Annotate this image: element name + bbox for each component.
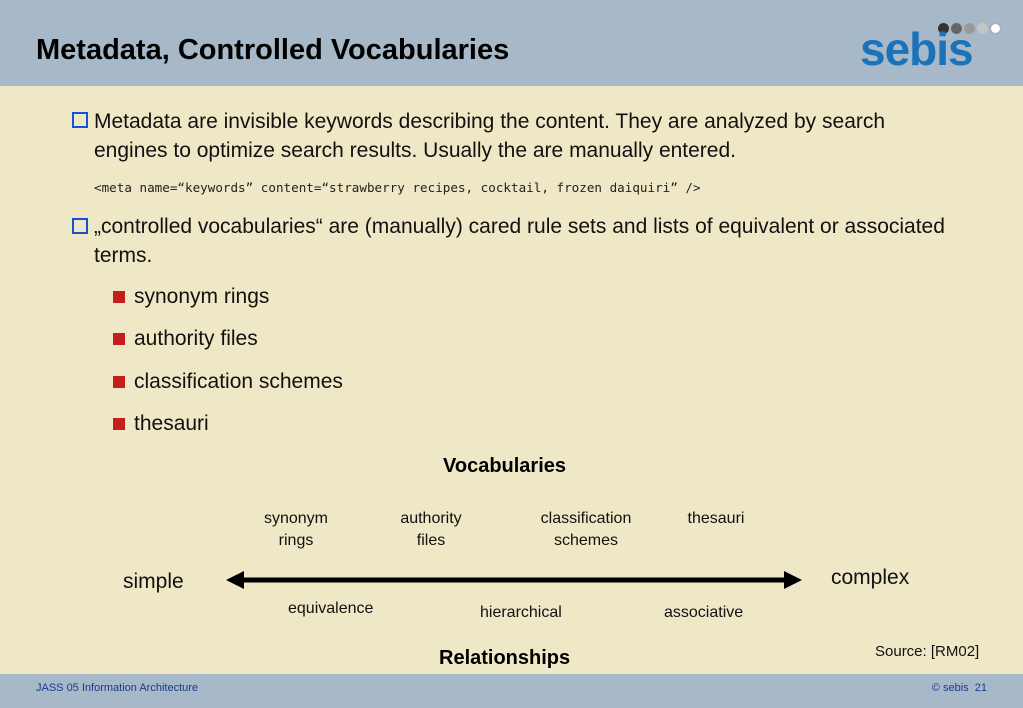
source-citation: Source: [RM02] <box>875 643 980 660</box>
footer-course-title: JASS 05 Information Architecture <box>36 682 199 694</box>
logo-dot-icon <box>990 23 1001 34</box>
vocab-classification-schemes <box>521 508 651 552</box>
footer-page-number: © sebis 21 <box>931 682 987 694</box>
sub-bullet-icon <box>113 291 125 303</box>
sub-bullet-icon <box>113 333 125 345</box>
sub-item-thesauri: thesauri <box>134 412 209 435</box>
relationship-equivalence: equivalence <box>288 600 374 617</box>
sebis-logo <box>858 22 1008 75</box>
double-arrow-icon <box>226 568 802 592</box>
diagram-relationships-title: Relationships <box>439 647 571 669</box>
vocab-line: synonym <box>263 510 329 527</box>
vocab-line: rings <box>278 532 314 549</box>
bullet-square-icon <box>72 218 88 234</box>
vocab-line: classification <box>540 510 632 527</box>
relationship-hierarchical: hierarchical <box>480 604 562 621</box>
bullet-square-icon <box>72 112 88 128</box>
slide-title: Metadata, Controlled Vocabularies <box>36 34 510 66</box>
vocab-authority-files <box>381 508 481 552</box>
scale-right-label: complex <box>831 566 910 589</box>
vocab-synonym-rings <box>246 508 346 552</box>
vocab-line: files <box>416 532 446 549</box>
logo-dot-icon <box>977 23 988 34</box>
relationship-associative: associative <box>664 604 744 621</box>
sub-item-authority-files: authority files <box>134 327 258 350</box>
sub-bullet-icon <box>113 376 125 388</box>
vocab-line: schemes <box>553 532 619 549</box>
bullet-metadata-text: Metadata are invisible keywords describing the content. They are analyzed by search engines to optimize search results. Usually the are manually entered. <box>94 110 886 162</box>
vocab-line: authority <box>400 510 462 527</box>
bullet-controlled-vocab-text: „controlled vocabularies“ are (manually) cared rule sets and lists of equivalent or associated terms. <box>94 215 945 267</box>
meta-code-example: <meta name=“keywords” content=“strawberry recipes, cocktail, frozen daiquiri” /> <box>94 180 701 195</box>
vocab-thesauri <box>666 508 766 530</box>
diagram-vocabularies-title: Vocabularies <box>443 455 567 477</box>
sub-item-classification-schemes: classification schemes <box>134 370 343 393</box>
sub-bullet-icon <box>113 418 125 430</box>
sub-item-synonym-rings: synonym rings <box>134 285 270 308</box>
logo-text: sebis <box>860 23 973 75</box>
scale-left-label: simple <box>123 570 184 593</box>
vocab-line: thesauri <box>687 510 745 527</box>
